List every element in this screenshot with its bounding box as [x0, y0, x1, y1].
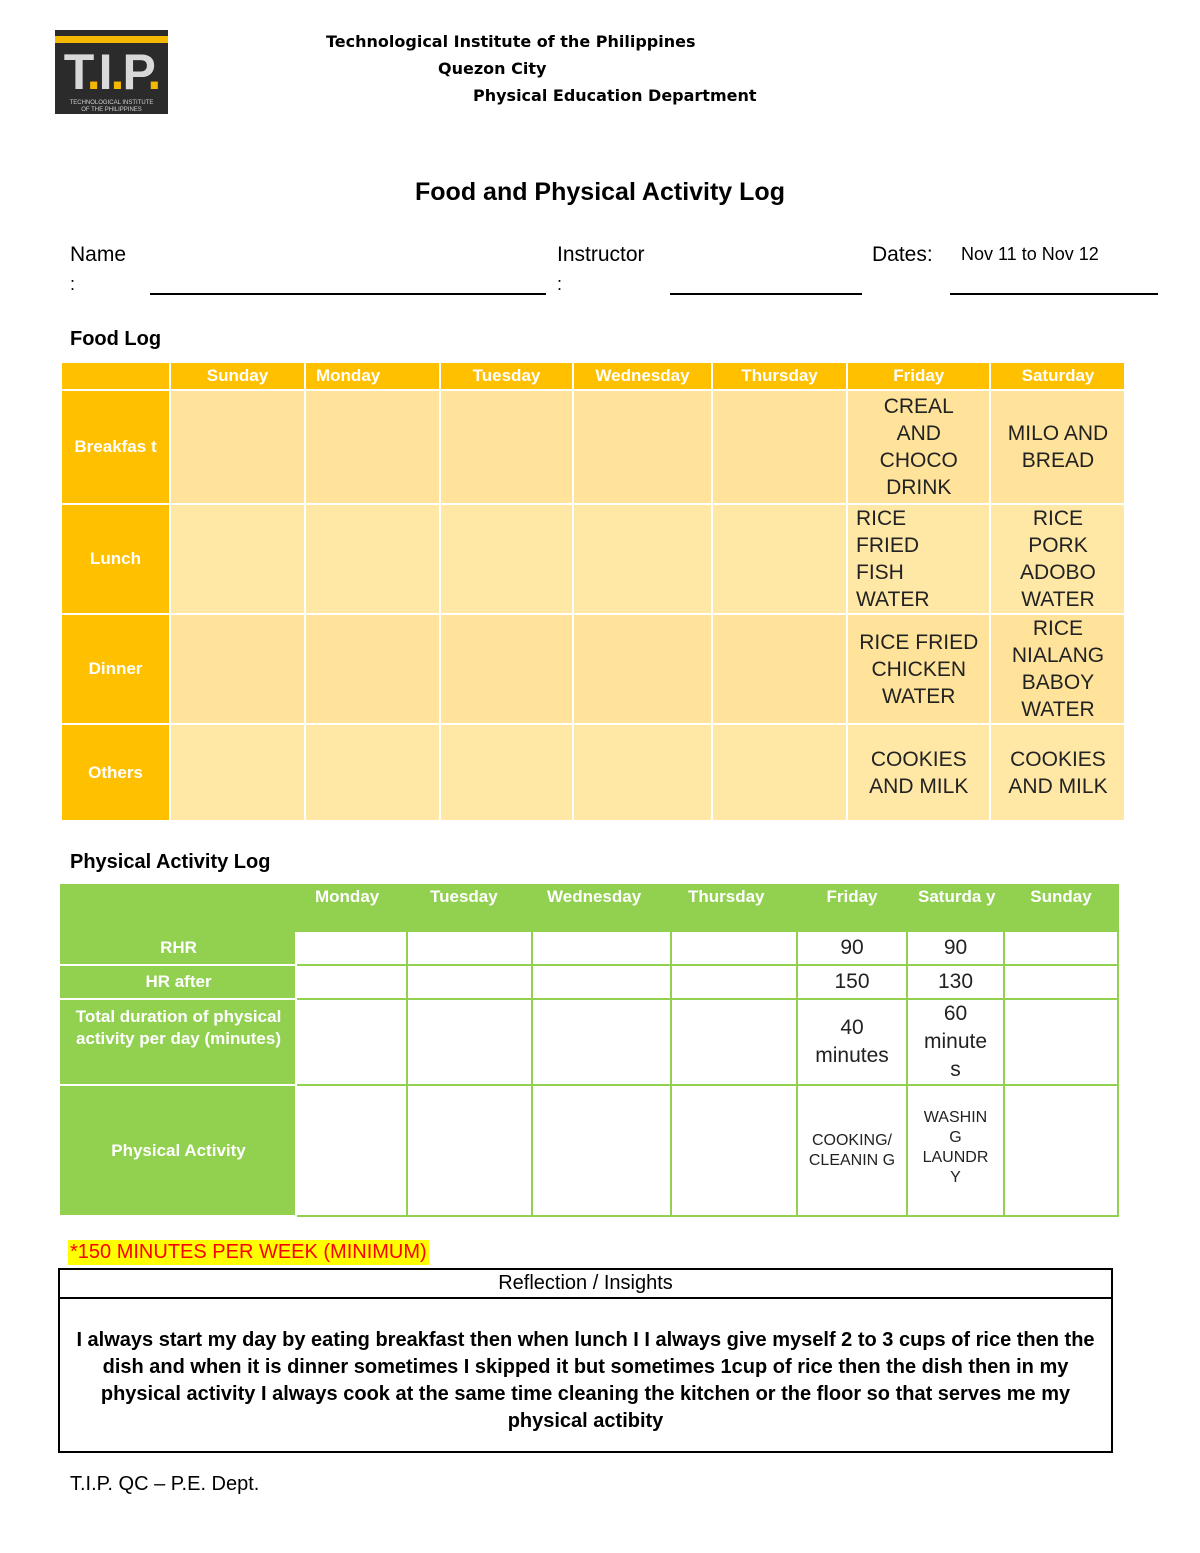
- food-cell[interactable]: [712, 504, 847, 614]
- activity-cell[interactable]: 60 minute s: [907, 999, 1004, 1085]
- food-cell[interactable]: [440, 504, 573, 614]
- food-cell[interactable]: RICE NIALANG BABOY WATER: [990, 614, 1125, 724]
- activity-row-label: Physical Activity: [61, 1085, 296, 1216]
- activity-day-header: Thursday: [671, 885, 797, 931]
- activity-row-label: RHR: [61, 931, 296, 965]
- activity-cell[interactable]: [1004, 999, 1118, 1085]
- activity-cell[interactable]: [1004, 931, 1118, 965]
- logo-bar: [55, 36, 168, 43]
- food-cell[interactable]: [573, 390, 712, 504]
- activity-cell[interactable]: [296, 965, 407, 999]
- activity-cell[interactable]: [407, 965, 532, 999]
- activity-cell[interactable]: [671, 1085, 797, 1216]
- instructor-label: Instructor: [557, 243, 645, 266]
- activity-day-header: Tuesday: [407, 885, 532, 931]
- activity-cell[interactable]: [407, 931, 532, 965]
- activity-cell[interactable]: [532, 1085, 671, 1216]
- food-cell[interactable]: [573, 614, 712, 724]
- dates-value[interactable]: Nov 11 to Nov 12: [961, 244, 1099, 264]
- food-cell[interactable]: [170, 390, 305, 504]
- activity-cell[interactable]: 90: [907, 931, 1004, 965]
- instructor-field-line[interactable]: [670, 293, 862, 295]
- food-cell[interactable]: COOKIES AND MILK: [847, 724, 990, 821]
- department-name: Physical Education Department: [473, 86, 757, 105]
- activity-cell[interactable]: [671, 965, 797, 999]
- reflection-body[interactable]: I always start my day by eating breakfast then when lunch I I always give myself 2 to 3 cups of rice then the dish and when it is dinner sometimes I skipped it but sometimes 1cup of rice then the dish then in my physical activity I always cook at the same time cleaning the kitchen or the floor so that serves me my physical actibity: [76, 1329, 1095, 1432]
- activity-cell[interactable]: [671, 931, 797, 965]
- activity-cell[interactable]: 130: [907, 965, 1004, 999]
- activity-cell[interactable]: [1004, 965, 1118, 999]
- activity-cell[interactable]: [1004, 1085, 1118, 1216]
- dates-field-line: [950, 293, 1158, 295]
- food-day-header: Tuesday: [440, 362, 573, 390]
- food-cell[interactable]: [305, 390, 440, 504]
- food-day-header: Saturday: [990, 362, 1125, 390]
- food-row-dinner: [61, 614, 1125, 724]
- reflection-heading: Reflection / Insights: [60, 1270, 1111, 1299]
- logo-subtext: TECHNOLOGICAL INSTITUTE OF THE PHILIPPINES: [69, 100, 154, 113]
- activity-cell[interactable]: WASHIN G LAUNDR Y: [907, 1085, 1004, 1216]
- food-cell[interactable]: [305, 724, 440, 821]
- activity-cell[interactable]: [296, 931, 407, 965]
- food-day-header: Sunday: [170, 362, 305, 390]
- food-row-label: Lunch: [61, 504, 170, 614]
- food-cell[interactable]: [573, 724, 712, 821]
- activity-day-header: Monday: [296, 885, 407, 931]
- food-day-header: Thursday: [712, 362, 847, 390]
- activity-cell[interactable]: COOKING/ CLEANIN G: [797, 1085, 907, 1216]
- activity-cell[interactable]: [532, 965, 671, 999]
- food-cell[interactable]: CREAL AND CHOCO DRINK: [847, 390, 990, 504]
- food-cell[interactable]: COOKIES AND MILK: [990, 724, 1125, 821]
- activity-row-rhr: [61, 931, 1118, 965]
- reflection-box: [58, 1268, 1113, 1453]
- food-log-table: [60, 361, 1126, 822]
- food-corner-cell: [61, 362, 170, 390]
- activity-cell[interactable]: 150: [797, 965, 907, 999]
- activity-log-heading: Physical Activity Log: [70, 851, 271, 873]
- institution-name: Technological Institute of the Philippines: [326, 32, 696, 51]
- food-cell[interactable]: [440, 724, 573, 821]
- name-field-line[interactable]: [150, 293, 546, 295]
- food-cell[interactable]: RICE PORK ADOBO WATER: [990, 504, 1125, 614]
- logo-text: T.I.P.: [63, 44, 160, 100]
- institution-city: Quezon City: [438, 59, 547, 78]
- activity-row-hr-after: [61, 965, 1118, 999]
- food-cell[interactable]: [305, 614, 440, 724]
- activity-cell[interactable]: 40 minutes: [797, 999, 907, 1085]
- food-cell[interactable]: RICE FRIED FISH WATER: [847, 504, 990, 614]
- food-header-row: [61, 362, 1125, 390]
- activity-cell[interactable]: [671, 999, 797, 1085]
- food-cell[interactable]: [712, 614, 847, 724]
- food-cell[interactable]: RICE FRIED CHICKEN WATER: [847, 614, 990, 724]
- food-row-others: [61, 724, 1125, 821]
- activity-cell[interactable]: [532, 931, 671, 965]
- activity-log-table: [60, 884, 1119, 1217]
- food-cell[interactable]: [440, 390, 573, 504]
- food-log-heading: Food Log: [70, 328, 162, 350]
- activity-day-header: Wednesday: [532, 885, 671, 931]
- minimum-minutes-note: *150 MINUTES PER WEEK (MINIMUM): [70, 1241, 427, 1263]
- page-footer: T.I.P. QC – P.E. Dept.: [70, 1473, 260, 1495]
- activity-cell[interactable]: [532, 999, 671, 1085]
- name-label: Name: [70, 243, 127, 266]
- activity-corner-cell: [61, 885, 296, 931]
- activity-cell[interactable]: [296, 1085, 407, 1216]
- food-cell[interactable]: [712, 390, 847, 504]
- food-cell[interactable]: [305, 504, 440, 614]
- page-title: Food and Physical Activity Log: [415, 178, 785, 206]
- food-row-lunch: [61, 504, 1125, 614]
- food-cell[interactable]: [170, 614, 305, 724]
- activity-cell[interactable]: [407, 999, 532, 1085]
- activity-row-type: [61, 1085, 1118, 1216]
- tip-logo: [55, 30, 168, 114]
- dates-label: Dates:: [872, 243, 933, 266]
- food-day-header: Monday: [305, 362, 440, 390]
- activity-day-header: Saturda y: [907, 885, 1004, 931]
- food-cell[interactable]: [440, 614, 573, 724]
- food-day-header: Friday: [847, 362, 990, 390]
- name-colon: :: [70, 274, 76, 294]
- activity-cell[interactable]: [407, 1085, 532, 1216]
- activity-day-header: Friday: [797, 885, 907, 931]
- activity-cell[interactable]: 90: [797, 931, 907, 965]
- activity-row-label: HR after: [61, 965, 296, 999]
- food-cell[interactable]: [170, 724, 305, 821]
- food-row-label: Dinner: [61, 614, 170, 724]
- food-row-label: Others: [61, 724, 170, 821]
- activity-row-duration: [61, 999, 1118, 1085]
- food-row-label: Breakfas t: [61, 390, 170, 504]
- food-cell[interactable]: [170, 504, 305, 614]
- food-day-header: Wednesday: [573, 362, 712, 390]
- instructor-colon: :: [557, 274, 563, 294]
- food-cell[interactable]: MILO AND BREAD: [990, 390, 1125, 504]
- food-cell[interactable]: [573, 504, 712, 614]
- food-row-breakfast: [61, 390, 1125, 504]
- activity-row-label: Total duration of physical activity per day (minutes): [61, 999, 296, 1085]
- activity-header-row: [61, 885, 1118, 931]
- food-cell[interactable]: [712, 724, 847, 821]
- activity-day-header: Sunday: [1004, 885, 1118, 931]
- activity-cell[interactable]: [296, 999, 407, 1085]
